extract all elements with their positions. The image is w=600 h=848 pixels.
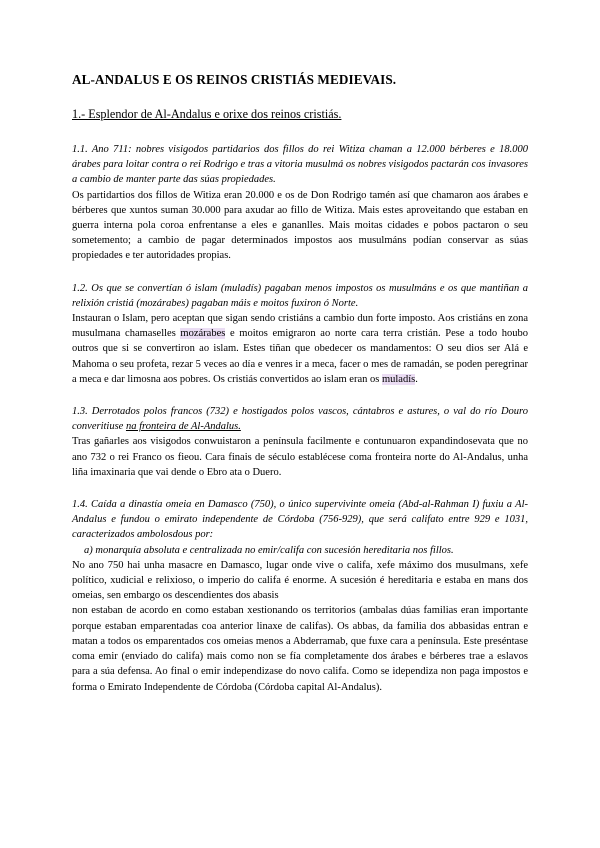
body-text: e moitos emigraron ao norte cara terra cristián. Pese a todo houbo outros que si se convertiron ao islam. Estes tiñan que obedecer os mandamentos: O seu dios ser Alá e Mahoma o seu profeta, rezar 5 veces ao día e venres ir a meca, facer o mes de ramadán, se poden peregrinar a meca e dar limosna aos pobres. Os cristiás convertidos ao islam eran os	[72, 328, 528, 385]
lead-text: 1.3. Derrotados polos francos (732) e hostigados polos vascos, cántabros e astures, o val do río Douro converitiuse	[72, 406, 528, 433]
subsection-body: Os partidartios dos fillos de Witiza eran 20.000 e os de Don Rodrigo tamén así que chamaron aos árabes e bérberes que xuntos suman 30.000 para axudar ao fillo de Witiza. Mais estes aproveitando que estaban en guerra interna pola coroa enfrentanse a eles e gananlles. Mais moitas cidades e pobos pactaron o seu sometemento; a cambio de pagar determinados impostos aos musulmáns podían conservar as súas propiedades e ter autoridades propias.	[72, 189, 528, 262]
highlighted-term-mulades: muladís	[381, 373, 416, 385]
underlined-phrase: na fronteira de Al-Andalus.	[125, 421, 241, 433]
subsection-body	[72, 311, 528, 387]
section-heading: 1.- Esplendor de Al-Andalus e orixe dos reinos cristiás.	[72, 107, 342, 121]
document-title: AL-ANDALUS E OS REINOS CRISTIÁS MEDIEVAIS.	[72, 72, 397, 87]
document-content	[72, 72, 528, 695]
subsection-lead: 1.4. Caída a dinastía omeia en Damasco (750), o único supervivinte omeia (Abd-al-Rahman I) fuxiu a Al-Andalus e fundou o emirato independente de Córdoba (756-929), que será califato entre 929 e 1031, caracterizados ambolosdous por:	[72, 499, 528, 541]
subsection-1-4	[72, 497, 528, 695]
highlighted-term-mozarabes: mozárabes	[180, 328, 226, 340]
subsection-body: Tras gañarles aos visigodos conwuistaron a península facilmente e contunuaron expandindosevata que no ano 732 o rei Franco os fieou. Cara finais de século establécese coma fronteira norte do Al-Andalus, unha liña imaxinaria que vai dende o Ebro ata o Duero.	[72, 436, 528, 478]
subsection-lead: 1.1. Ano 711: nobres visigodos partidarios dos fillos do rei Witiza chaman a 12.000 bérberes e 18.000 árabes para loitar contra o rei Rodrigo e tras a vitoria musulmá os nobres visigodos pactarán cos invasores a cambio de manter parte das súas propiedades.	[72, 144, 528, 186]
subsection-lead	[72, 404, 528, 434]
subsection-body: No ano 750 hai unha masacre en Damasco, lugar onde vive o califa, xefe máximo dos musulmans, xefe político, xudicial e relixioso, o imperio do califa é enorme. A sucesión é hereditaria e estaba en mans dos omeias, sen embargo os descendientes dos abasis	[72, 559, 528, 602]
body-text: Instauran o Islam, pero aceptan que sigan sendo cristiáns a cambio dun forte imposto. Aos cristiáns en zona musulmana chamaselles	[72, 313, 528, 340]
subsection-lead: 1.2. Os que se convertían ó islam (muladís) pagaban menos impostos os musulmáns e os que mantiñan a relixión cristiá (mozárabes) pagaban máis e moitos fuxiron ó Norte.	[72, 282, 528, 309]
subsection-body-continued: non estaban de acordo en como estaban xestionando os territorios (ambalas dúas familias eran importante porque estaban emparentadas coa anterior linaxe de califas). Os abbas, da familia dos abbasidas entran e matan a todos os emparentados cos omeias menos a Abderramab, que fuxe cara a península. Este preséntase coma emir (enviado do califa) mais como non se fía completamente dos árabes e bérberes trae a eslavos para a súa defensa. Ao final o emir independizase do novo califa. Como se idependiza non paga impostos e forma o Emirato Independente de Córdoba (Córdoba capital Al-Andalus).	[72, 605, 528, 693]
subsection-1-3	[72, 404, 528, 480]
list-item: a) monarquía absoluta e centralizada no emir/califa con sucesión hereditaria nos fillos.	[84, 544, 454, 556]
body-text: .	[415, 373, 418, 385]
subsection-1-2	[72, 281, 528, 387]
subsection-1-1	[72, 142, 528, 264]
